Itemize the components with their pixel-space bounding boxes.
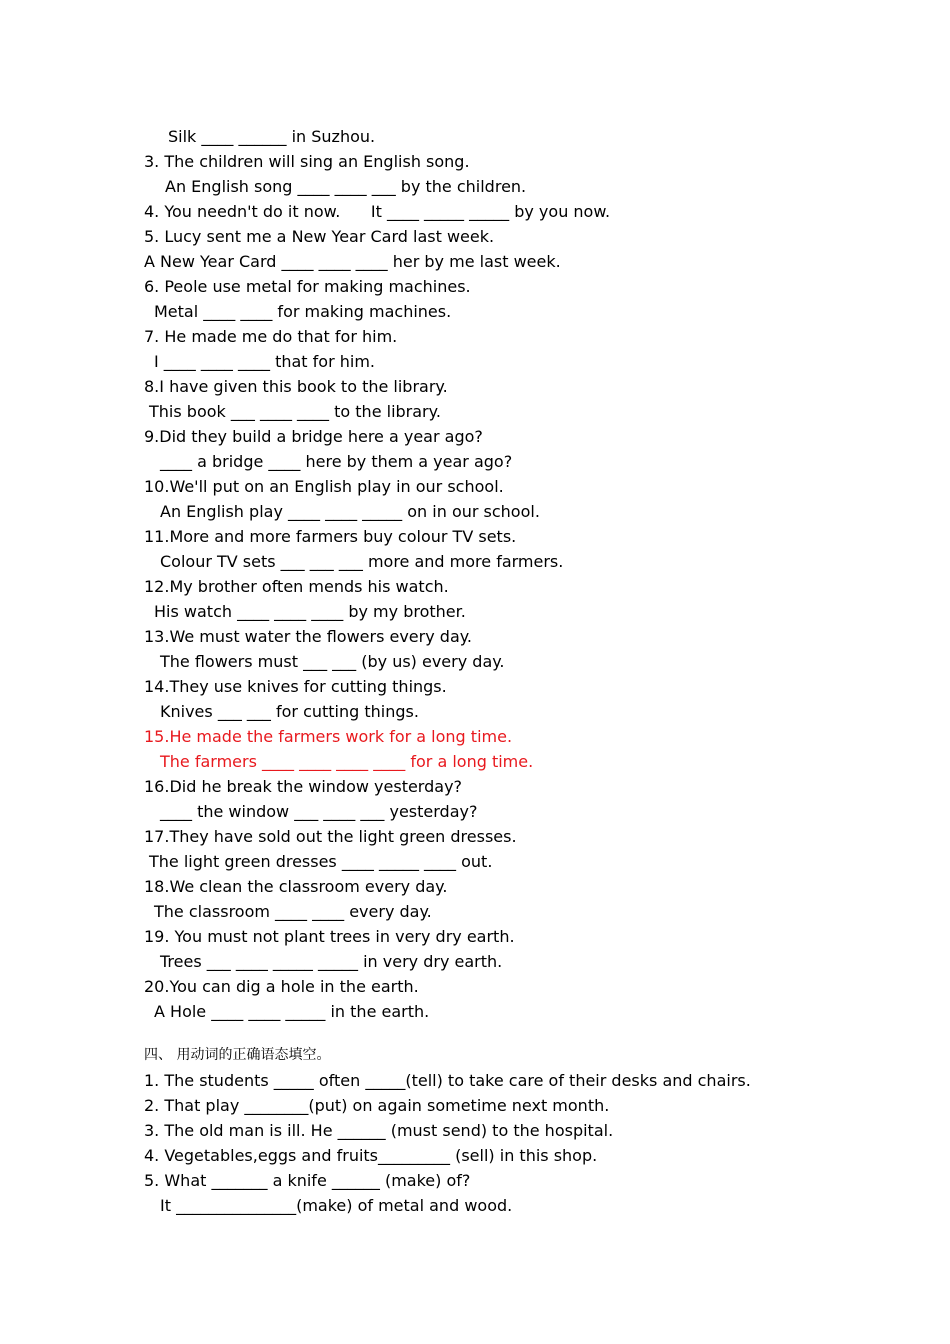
ex3-line-5: A New Year Card ____ ____ ____ her by me last week. <box>144 252 561 271</box>
ex3-line-19: His watch ____ ____ ____ by my brother. <box>154 602 466 621</box>
ex3-line-2: An English song ____ ____ ___ by the children. <box>165 177 527 196</box>
ex3-line-7: Metal ____ ____ for making machines. <box>154 302 452 321</box>
ex3-line-11: This book ___ ____ ____ to the library. <box>149 402 441 421</box>
ex3-line-12: 9.Did they build a bridge here a year ago? <box>144 427 483 446</box>
ex3-line-32: 19. You must not plant trees in very dry earth. <box>144 927 515 946</box>
ex3-line-17: Colour TV sets ___ ___ ___ more and more farmers. <box>160 552 564 571</box>
ex3-line-35: A Hole ____ ____ _____ in the earth. <box>154 1002 430 1021</box>
ex3-line-26: 16.Did he break the window yesterday? <box>144 777 463 796</box>
sec4-line-1: 2. That play ________(put) on again sometime next month. <box>144 1096 610 1115</box>
ex3-line-30: 18.We clean the classroom every day. <box>144 877 448 896</box>
ex3-line-16: 11.More and more farmers buy colour TV sets. <box>144 527 517 546</box>
ex3-line-6: 6. Peole use metal for making machines. <box>144 277 471 296</box>
ex3-line-23: Knives ___ ___ for cutting things. <box>160 702 419 721</box>
ex3-line-3: 4. You needn't do it now. It ____ _____ _____ by you now. <box>144 202 611 221</box>
ex3-line-22: 14.They use knives for cutting things. <box>144 677 447 696</box>
ex3-line-33: Trees ___ ____ _____ _____ in very dry earth. <box>160 952 503 971</box>
ex3-line-34: 20.You can dig a hole in the earth. <box>144 977 419 996</box>
ex3-line-27: ____ the window ___ ____ ___ yesterday? <box>160 802 478 821</box>
section-4-heading: 四、 用动词的正确语态填空。 <box>144 1047 331 1063</box>
ex3-line-20: 13.We must water the flowers every day. <box>144 627 473 646</box>
ex3-line-14: 10.We'll put on an English play in our school. <box>144 477 504 496</box>
ex3-line-8: 7. He made me do that for him. <box>144 327 398 346</box>
ex3-line-4: 5. Lucy sent me a New Year Card last week. <box>144 227 495 246</box>
ex3-line-18: 12.My brother often mends his watch. <box>144 577 449 596</box>
sec4-line-2: 3. The old man is ill. He ______ (must send) to the hospital. <box>144 1121 614 1140</box>
ex3-line-28: 17.They have sold out the light green dresses. <box>144 827 517 846</box>
sec4-line-4: 5. What _______ a knife ______ (make) of? <box>144 1171 471 1190</box>
ex3-line-25-highlighted: The farmers ____ ____ ____ ____ for a long time. <box>160 752 534 771</box>
ex3-line-13: ____ a bridge ____ here by them a year ago? <box>160 452 513 471</box>
ex3-line-29: The light green dresses ____ _____ ____ out. <box>149 852 493 871</box>
ex3-line-24-highlighted: 15.He made the farmers work for a long time. <box>144 727 513 746</box>
ex3-line-15: An English play ____ ____ _____ on in our school. <box>160 502 540 521</box>
sec4-line-5: It _______________(make) of metal and wood. <box>160 1196 513 1215</box>
ex3-line-31: The classroom ____ ____ every day. <box>154 902 432 921</box>
ex3-line-1: 3. The children will sing an English song. <box>144 152 470 171</box>
ex3-line-0: Silk ____ ______ in Suzhou. <box>168 127 376 146</box>
ex3-line-9: I ____ ____ ____ that for him. <box>154 352 375 371</box>
ex3-line-21: The flowers must ___ ___ (by us) every day. <box>160 652 505 671</box>
sec4-line-0: 1. The students _____ often _____(tell) to take care of their desks and chairs. <box>144 1071 751 1090</box>
sec4-line-3: 4. Vegetables,eggs and fruits_________ (sell) in this shop. <box>144 1146 598 1165</box>
ex3-line-10: 8.I have given this book to the library. <box>144 377 448 396</box>
